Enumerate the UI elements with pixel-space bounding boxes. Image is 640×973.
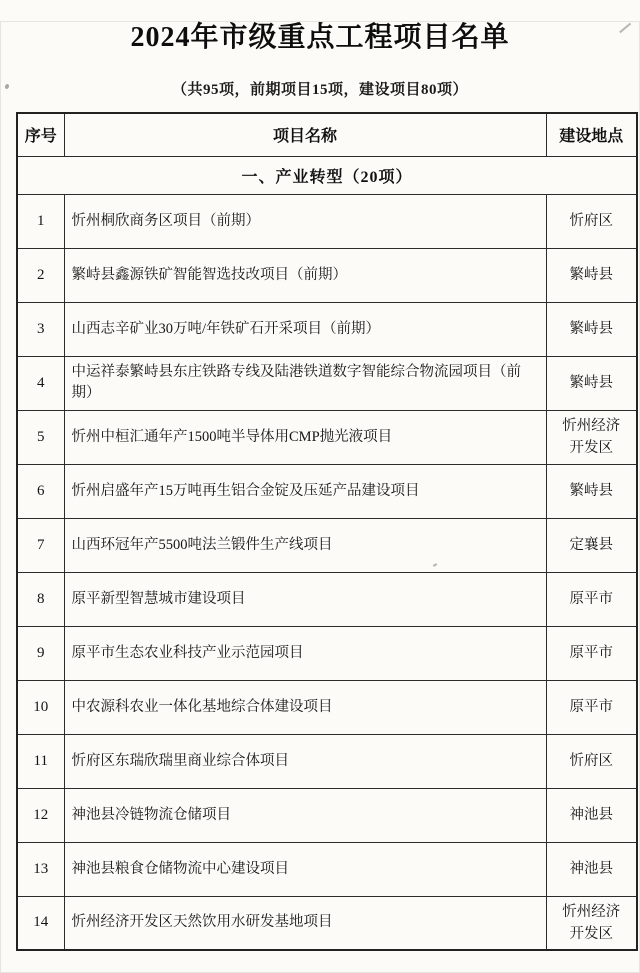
project-name: 山西环冠年产5500吨法兰锻件生产线项目 [64, 518, 546, 572]
table-row [17, 248, 637, 302]
table-row [17, 356, 637, 410]
project-location: 神池县 [546, 842, 637, 896]
table-body [17, 156, 637, 950]
project-location: 繁峙县 [546, 464, 637, 518]
project-location: 神池县 [546, 788, 637, 842]
project-name: 中农源科农业一体化基地综合体建设项目 [64, 680, 546, 734]
column-header-no: 序号 [17, 113, 64, 156]
project-name: 忻州启盛年产15万吨再生铝合金锭及压延产品建设项目 [64, 464, 546, 518]
table-row [17, 572, 637, 626]
row-number: 5 [17, 410, 64, 464]
row-number: 1 [17, 194, 64, 248]
project-name: 忻州桐欣商务区项目（前期） [64, 194, 546, 248]
table-row [17, 518, 637, 572]
projects-table [16, 112, 638, 951]
table-row [17, 302, 637, 356]
column-header-location: 建设地点 [546, 113, 637, 156]
section-title: 一、产业转型（20项） [17, 156, 637, 194]
project-location: 原平市 [546, 626, 637, 680]
project-name: 繁峙县鑫源铁矿智能智选技改项目（前期） [64, 248, 546, 302]
project-name: 原平新型智慧城市建设项目 [64, 572, 546, 626]
project-name: 忻州经济开发区天然饮用水研发基地项目 [64, 896, 546, 950]
row-number: 3 [17, 302, 64, 356]
page-title: 2024年市级重点工程项目名单 [130, 22, 510, 53]
row-number: 6 [17, 464, 64, 518]
project-location: 原平市 [546, 680, 637, 734]
table-header-row [17, 113, 637, 156]
column-header-name: 项目名称 [64, 113, 546, 156]
row-number: 10 [17, 680, 64, 734]
table-row [17, 464, 637, 518]
project-location: 忻府区 [546, 734, 637, 788]
table-row [17, 788, 637, 842]
table-row [17, 626, 637, 680]
project-location: 繁峙县 [546, 248, 637, 302]
table-row [17, 194, 637, 248]
row-number: 9 [17, 626, 64, 680]
row-number: 11 [17, 734, 64, 788]
project-location: 忻州经济开发区 [546, 896, 637, 950]
section-header-row [17, 156, 637, 194]
project-location: 忻州经济开发区 [546, 410, 637, 464]
row-number: 13 [17, 842, 64, 896]
project-name: 忻州中桓汇通年产1500吨半导体用CMP抛光液项目 [64, 410, 546, 464]
project-name: 忻府区东瑞欣瑞里商业综合体项目 [64, 734, 546, 788]
table-row [17, 842, 637, 896]
project-location: 原平市 [546, 572, 637, 626]
table-row [17, 896, 637, 950]
table-row [17, 680, 637, 734]
scanned-document-page [0, 21, 640, 973]
project-location: 繁峙县 [546, 356, 637, 410]
project-name: 神池县冷链物流仓储项目 [64, 788, 546, 842]
project-name: 山西志辛矿业30万吨/年铁矿石开采项目（前期） [64, 302, 546, 356]
table-row [17, 410, 637, 464]
row-number: 8 [17, 572, 64, 626]
table-row [17, 734, 637, 788]
row-number: 2 [17, 248, 64, 302]
row-number: 7 [17, 518, 64, 572]
row-number: 12 [17, 788, 64, 842]
project-name: 原平市生态农业科技产业示范园项目 [64, 626, 546, 680]
project-location: 定襄县 [546, 518, 637, 572]
project-location: 繁峙县 [546, 302, 637, 356]
row-number: 4 [17, 356, 64, 410]
project-name: 神池县粮食仓储物流中心建设项目 [64, 842, 546, 896]
project-name: 中运祥泰繁峙县东庄铁路专线及陆港铁道数字智能综合物流园项目（前期） [64, 356, 546, 410]
row-number: 14 [17, 896, 64, 950]
page-subtitle: （共95项，前期项目15项，建设项目80项） [171, 82, 468, 98]
project-location: 忻府区 [546, 194, 637, 248]
